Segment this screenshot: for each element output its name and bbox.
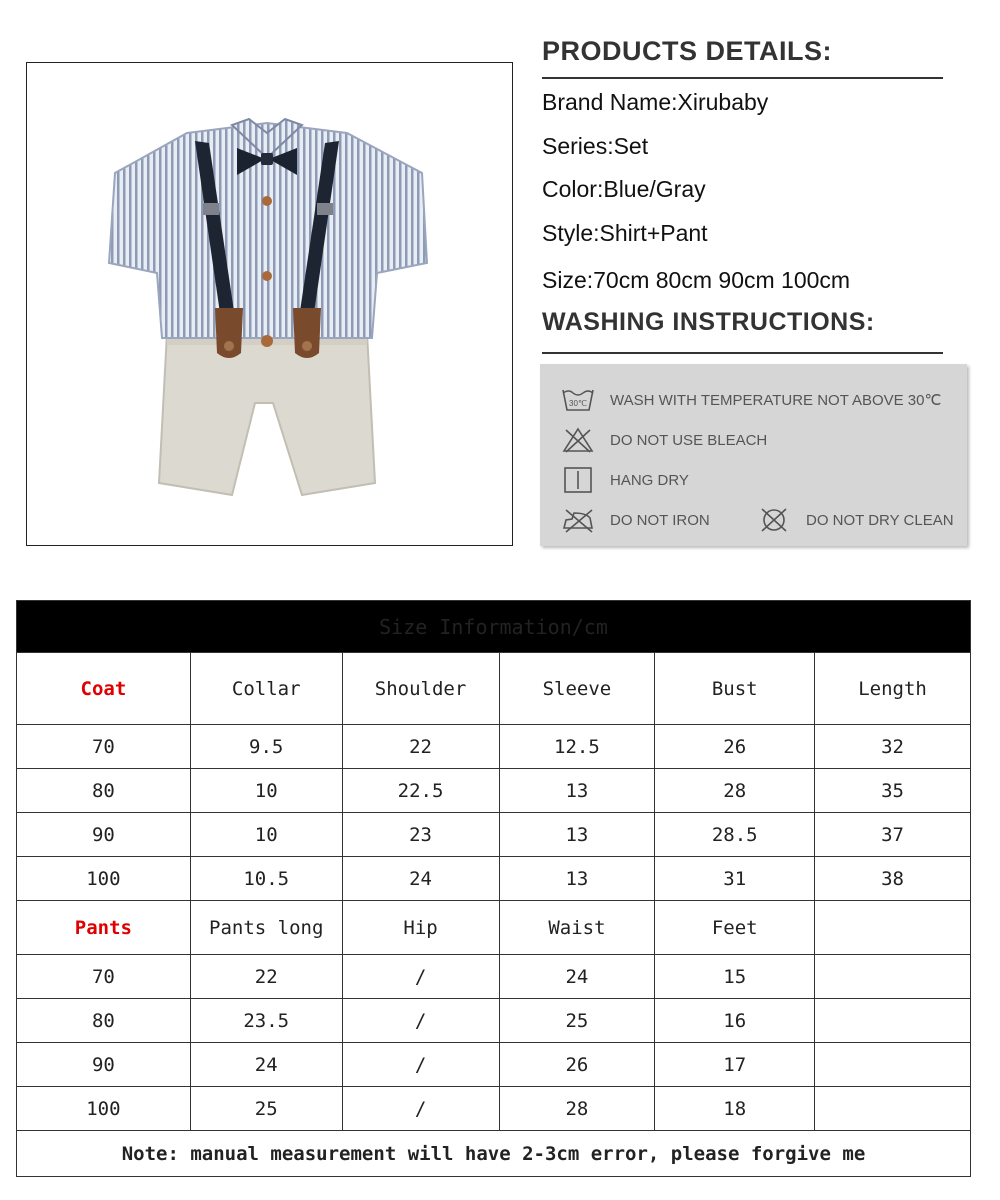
- care-item-dry-clean: [756, 506, 954, 534]
- table-row: [17, 725, 971, 769]
- table-cell: /: [342, 1043, 499, 1087]
- product-illustration: [27, 63, 514, 547]
- column-header: Shoulder: [342, 653, 499, 725]
- table-cell: 26: [655, 725, 815, 769]
- table-cell: 37: [815, 813, 971, 857]
- wash-30-icon: [560, 386, 596, 414]
- care-label: DO NOT USE BLEACH: [610, 431, 768, 449]
- table-cell: 24: [190, 1043, 342, 1087]
- table-cell: 38: [815, 857, 971, 901]
- care-item-bleach: [560, 426, 767, 454]
- table-cell: 12.5: [499, 725, 655, 769]
- care-item-hang-dry: [560, 466, 689, 494]
- care-label: WASH WITH TEMPERATURE NOT ABOVE 30℃: [610, 392, 942, 409]
- table-cell: 32: [815, 725, 971, 769]
- care-instructions-panel: [540, 364, 967, 546]
- measurement-note: Note: manual measurement will have 2-3cm error, please forgive me: [17, 1131, 971, 1177]
- column-header: [815, 901, 971, 955]
- size-options: Size:70cm 80cm 90cm 100cm: [542, 267, 851, 293]
- table-title: Size Information/cm: [17, 601, 971, 653]
- table-cell: 24: [342, 857, 499, 901]
- note-row: [17, 1131, 971, 1177]
- table-cell: 13: [499, 813, 655, 857]
- table-cell: 100: [17, 857, 191, 901]
- washing-instructions-heading: WASHING INSTRUCTIONS:: [542, 308, 875, 336]
- table-row: [17, 1087, 971, 1131]
- column-header: Bust: [655, 653, 815, 725]
- table-cell: [815, 1043, 971, 1087]
- table-cell: /: [342, 999, 499, 1043]
- table-cell: 10: [190, 813, 342, 857]
- table-cell: 10: [190, 769, 342, 813]
- table-cell: 28: [499, 1087, 655, 1131]
- table-cell: 15: [655, 955, 815, 999]
- pants-header-row: [17, 901, 971, 955]
- table-cell: 16: [655, 999, 815, 1043]
- product-details-heading: PRODUCTS DETAILS:: [542, 36, 832, 66]
- care-label: HANG DRY: [610, 471, 689, 489]
- table-cell: [815, 955, 971, 999]
- table-cell: 13: [499, 857, 655, 901]
- table-cell: 31: [655, 857, 815, 901]
- table-cell: 28: [655, 769, 815, 813]
- table-cell: 22: [342, 725, 499, 769]
- table-cell: /: [342, 955, 499, 999]
- brand-name: Brand Name:Xirubaby: [542, 89, 769, 115]
- table-cell: /: [342, 1087, 499, 1131]
- table-cell: 9.5: [190, 725, 342, 769]
- column-header: Length: [815, 653, 971, 725]
- style: Style:Shirt+Pant: [542, 220, 708, 246]
- care-item-wash: [560, 386, 941, 414]
- column-header: Hip: [342, 901, 499, 955]
- table-row: [17, 769, 971, 813]
- table-cell: 18: [655, 1087, 815, 1131]
- column-header: Sleeve: [499, 653, 655, 725]
- table-cell: 70: [17, 725, 191, 769]
- table-cell: 13: [499, 769, 655, 813]
- table-row: [17, 1043, 971, 1087]
- table-cell: 90: [17, 1043, 191, 1087]
- table-cell: 26: [499, 1043, 655, 1087]
- column-header: Pants long: [190, 901, 342, 955]
- size-information-table: [16, 600, 971, 1177]
- coat-label: Coat: [17, 653, 191, 725]
- heading-divider: [542, 77, 943, 79]
- column-header: Waist: [499, 901, 655, 955]
- table-cell: 10.5: [190, 857, 342, 901]
- no-dry-clean-icon: [756, 506, 792, 534]
- color: Color:Blue/Gray: [542, 176, 706, 202]
- table-cell: 22: [190, 955, 342, 999]
- table-cell: 80: [17, 769, 191, 813]
- table-cell: 90: [17, 813, 191, 857]
- table-cell: 28.5: [655, 813, 815, 857]
- table-cell: 23: [342, 813, 499, 857]
- table-row: [17, 955, 971, 999]
- table-cell: 17: [655, 1043, 815, 1087]
- table-cell: 24: [499, 955, 655, 999]
- care-label: DO NOT DRY CLEAN: [806, 511, 954, 529]
- table-cell: [815, 1087, 971, 1131]
- care-label: DO NOT IRON: [610, 511, 710, 529]
- table-cell: 25: [499, 999, 655, 1043]
- table-cell: 22.5: [342, 769, 499, 813]
- washing-divider: [542, 352, 943, 354]
- table-row: [17, 857, 971, 901]
- table-cell: 70: [17, 955, 191, 999]
- table-title-row: [17, 601, 971, 653]
- table-cell: [815, 999, 971, 1043]
- table-row: [17, 813, 971, 857]
- table-cell: 23.5: [190, 999, 342, 1043]
- table-cell: 100: [17, 1087, 191, 1131]
- table-cell: 25: [190, 1087, 342, 1131]
- series: Series:Set: [542, 133, 649, 159]
- no-iron-icon: [560, 506, 596, 534]
- product-photo: [26, 62, 513, 546]
- hang-dry-icon: [560, 466, 596, 494]
- table-cell: 80: [17, 999, 191, 1043]
- pants-label: Pants: [17, 901, 191, 955]
- svg-text:30℃: 30℃: [569, 399, 587, 408]
- column-header: Collar: [190, 653, 342, 725]
- no-bleach-icon: [560, 426, 596, 454]
- column-header: Feet: [655, 901, 815, 955]
- coat-header-row: [17, 653, 971, 725]
- table-cell: 35: [815, 769, 971, 813]
- care-item-iron: [560, 506, 710, 534]
- table-row: [17, 999, 971, 1043]
